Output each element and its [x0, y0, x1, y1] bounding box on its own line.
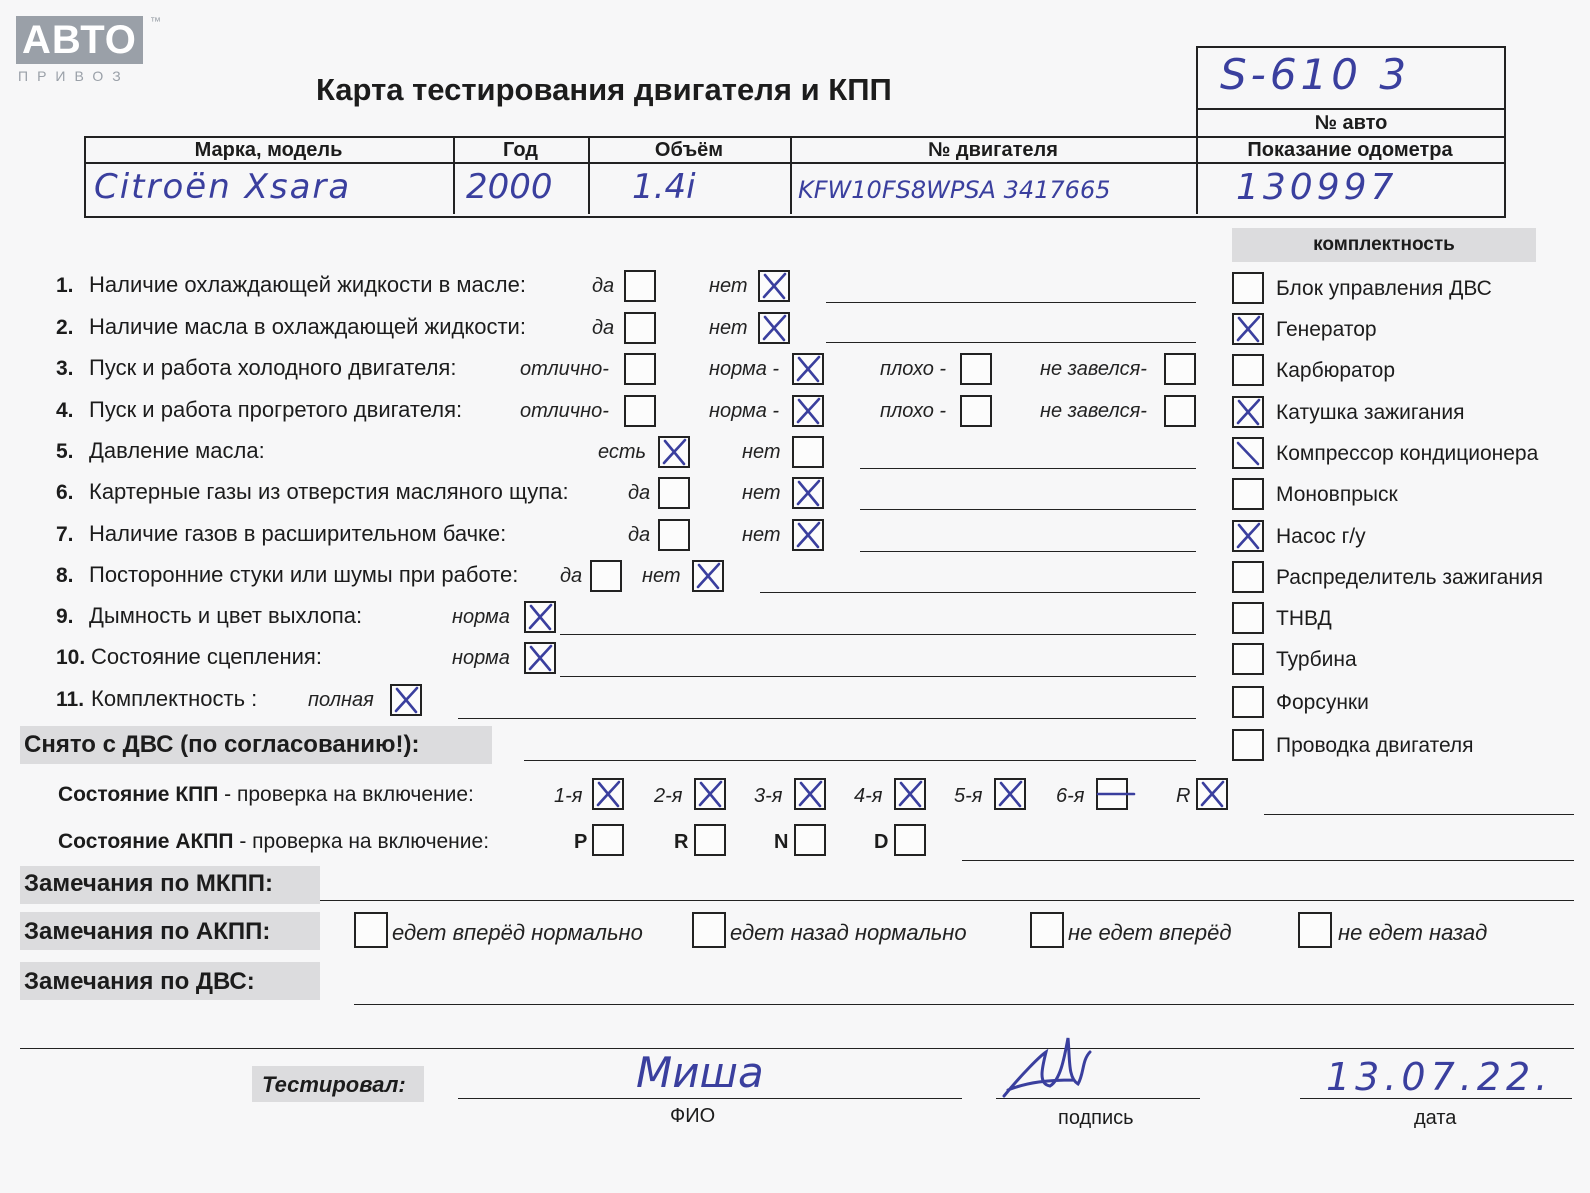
item-3-label: Пуск и работа холодного двигателя: [89, 355, 457, 380]
comp-1-label: Блок управления ДВС [1276, 277, 1492, 300]
removed-label: Снято с ДВС (по согласованию!): [24, 731, 420, 758]
item-5-present-label: есть [598, 441, 647, 463]
make-value: Citroën Xsara [94, 167, 352, 207]
check-mark-icon [1232, 313, 1264, 345]
gear-5-checkbox[interactable] [994, 778, 1026, 810]
item-3-bad-label: плохо - [880, 358, 947, 380]
item-11-full-checkbox[interactable] [390, 684, 422, 716]
logo-top: АВТО [16, 16, 143, 64]
check-mark-icon [758, 312, 790, 344]
comp-9-checkbox[interactable] [1232, 602, 1264, 634]
item-4-normal-label: норма - [709, 400, 780, 422]
name-caption: ФИО [670, 1105, 716, 1127]
comp-8-label: Распределитель зажигания [1276, 566, 1544, 589]
item-5-present-checkbox[interactable] [658, 436, 690, 468]
item-1-yes-checkbox[interactable] [624, 270, 656, 302]
akpp-no-backward-checkbox[interactable] [1298, 912, 1332, 948]
check-mark-icon [1196, 778, 1228, 810]
item-4-not-started-label: не завелся- [1040, 400, 1147, 422]
col-year-header: Год [503, 139, 538, 161]
gear-3-checkbox[interactable] [794, 778, 826, 810]
item-1-no-checkbox[interactable] [758, 270, 790, 302]
year-value: 2000 [466, 167, 553, 207]
gear-r-label: R [1176, 785, 1191, 807]
gear-1-checkbox[interactable] [592, 778, 624, 810]
item-5-no-checkbox[interactable] [792, 436, 824, 468]
item-4-bad-checkbox[interactable] [960, 395, 992, 427]
comp-1-checkbox[interactable] [1232, 272, 1264, 304]
item-2-no-label: нет [709, 317, 748, 339]
check-mark-icon [692, 560, 724, 592]
akpp-d-checkbox[interactable] [894, 824, 926, 856]
item-5-no-label: нет [742, 441, 781, 463]
item-3-not-started-label: не завелся- [1040, 358, 1147, 380]
item-1-no-label: нет [709, 275, 748, 297]
comp-9-label: ТНВД [1276, 607, 1332, 630]
kpp-label-rest: - проверка на включение: [218, 783, 474, 806]
item-10-num: 10. [56, 646, 86, 669]
item-3-normal-label: норма - [709, 358, 780, 380]
gear-r-checkbox[interactable] [1196, 778, 1228, 810]
item-1-num: 1. [56, 274, 74, 297]
akpp-n-label: N [774, 831, 789, 853]
item-6-yes-label: да [628, 482, 651, 504]
item-8-yes-checkbox[interactable] [590, 560, 622, 592]
item-6-label: Картерные газы из отверстия масляного щупа: [89, 479, 569, 504]
comp-3-checkbox[interactable] [1232, 354, 1264, 386]
item-4-bad-label: плохо - [880, 400, 947, 422]
item-4-num: 4. [56, 399, 74, 422]
gear-3-label: 3-я [754, 785, 783, 807]
akpp-n-checkbox[interactable] [794, 824, 826, 856]
tester-name: Миша [636, 1048, 764, 1097]
item-7-yes-label: да [628, 524, 651, 546]
akpp-r-checkbox[interactable] [694, 824, 726, 856]
gear-4-label: 4-я [854, 785, 883, 807]
item-6-no-label: нет [742, 482, 781, 504]
item-4-not-started-checkbox[interactable] [1164, 395, 1196, 427]
comp-7-checkbox[interactable] [1232, 520, 1264, 552]
item-3-normal-checkbox[interactable] [792, 353, 824, 385]
volume-value: 1.4i [632, 167, 696, 207]
gear-5-label: 5-я [954, 785, 983, 807]
car-number-value: S-610 3 [1220, 50, 1411, 99]
comp-3-label: Карбюратор [1276, 359, 1396, 382]
item-6-yes-checkbox[interactable] [658, 477, 690, 509]
item-8-no-checkbox[interactable] [692, 560, 724, 592]
check-mark-icon [390, 684, 422, 716]
item-8-no-label: нет [642, 565, 681, 587]
comp-10-checkbox[interactable] [1232, 643, 1264, 675]
check-mark-icon [994, 778, 1026, 810]
check-mark-icon [592, 778, 624, 810]
page-title: Карта тестирования двигателя и КПП [316, 72, 892, 107]
akpp-label-rest: - проверка на включение: [233, 830, 490, 853]
item-3-excellent-checkbox[interactable] [624, 353, 656, 385]
check-mark-icon [524, 601, 556, 633]
akpp-p-label: P [574, 831, 588, 853]
item-10-normal-checkbox[interactable] [524, 642, 556, 674]
comp-5-label: Компрессор кондиционера [1276, 442, 1539, 465]
item-7-yes-checkbox[interactable] [658, 519, 690, 551]
completeness-title: комплектность [1313, 234, 1455, 255]
akpp-p-checkbox[interactable] [592, 824, 624, 856]
akpp-no-forward-label: не едет вперёд [1068, 920, 1232, 945]
comp-11-checkbox[interactable] [1232, 686, 1264, 718]
item-4-label: Пуск и работа прогретого двигателя: [89, 397, 463, 422]
odometer-value: 130997 [1236, 167, 1398, 208]
comp-12-checkbox[interactable] [1232, 729, 1264, 761]
item-2-yes-label: да [592, 317, 615, 339]
comp-7-label: Насос г/у [1276, 525, 1366, 548]
check-mark-icon [694, 778, 726, 810]
check-mark-icon [792, 519, 824, 551]
comp-8-checkbox[interactable] [1232, 561, 1264, 593]
item-2-num: 2. [56, 316, 74, 339]
gear-6-checkbox[interactable] [1096, 778, 1128, 810]
check-mark-icon [1232, 396, 1264, 428]
comp-6-checkbox[interactable] [1232, 478, 1264, 510]
item-7-no-checkbox[interactable] [792, 519, 824, 551]
check-mark-icon [794, 778, 826, 810]
akpp-no-backward-label: не едет назад [1338, 920, 1488, 945]
tested-by-label: Тестировал: [262, 1072, 406, 1097]
item-3-num: 3. [56, 357, 74, 380]
comp-4-checkbox[interactable] [1232, 396, 1264, 428]
item-6-no-checkbox[interactable] [792, 477, 824, 509]
item-7-no-label: нет [742, 524, 781, 546]
item-4-normal-checkbox[interactable] [792, 395, 824, 427]
check-mark-icon [792, 353, 824, 385]
item-11-num: 11. [56, 688, 85, 711]
comp-11-label: Форсунки [1276, 691, 1369, 714]
check-mark-icon [792, 477, 824, 509]
item-1-yes-label: да [592, 275, 615, 297]
item-7-label: Наличие газов в расширительном бачке: [89, 521, 507, 546]
signature-caption: подпись [1058, 1107, 1134, 1129]
akpp-r-label: R [674, 831, 689, 853]
akpp-forward-ok-label: едет вперёд нормально [392, 920, 643, 945]
comp-4-label: Катушка зажигания [1276, 401, 1465, 424]
check-mark-icon [658, 436, 690, 468]
item-10-normal-label: норма [452, 647, 510, 669]
item-4-excellent-label: отлично- [520, 400, 609, 422]
item-5-num: 5. [56, 440, 74, 463]
gear-6-label: 6-я [1056, 785, 1085, 807]
comp-10-label: Турбина [1276, 648, 1357, 671]
kpp-label [58, 784, 474, 805]
kpp-label-bold: Состояние КПП [58, 783, 219, 806]
check-mark-icon [524, 642, 556, 674]
item-9-normal-checkbox[interactable] [524, 601, 556, 633]
col-odometer-header: Показание одометра [1247, 139, 1453, 161]
check-mark-icon [1232, 437, 1264, 469]
gear-2-checkbox[interactable] [694, 778, 726, 810]
item-3-excellent-label: отлично- [520, 358, 609, 380]
date-caption: дата [1414, 1107, 1457, 1129]
comp-5-checkbox[interactable] [1232, 437, 1264, 469]
item-3-bad-checkbox[interactable] [960, 353, 992, 385]
check-mark-icon [1232, 520, 1264, 552]
akpp-forward-ok-checkbox[interactable] [354, 912, 388, 948]
akpp-backward-ok-label: едет назад нормально [730, 920, 967, 945]
item-11-label: Комплектность : [91, 686, 258, 711]
col-engine-header: № двигателя [928, 139, 1058, 161]
item-6-num: 6. [56, 481, 74, 504]
comp-2-label: Генератор [1276, 318, 1377, 341]
item-11-full-label: полная [308, 689, 374, 711]
check-mark-icon [758, 270, 790, 302]
comp-6-label: Моновпрыск [1276, 483, 1398, 506]
dash-mark-icon [1096, 778, 1128, 810]
item-2-label: Наличие масла в охлаждающей жидкости: [89, 314, 526, 339]
gear-4-checkbox[interactable] [894, 778, 926, 810]
item-10-label: Состояние сцепления: [91, 644, 322, 669]
item-5-label: Давление масла: [89, 438, 265, 463]
comp-12-label: Проводка двигателя [1276, 734, 1474, 757]
check-mark-icon [894, 778, 926, 810]
akpp-label [58, 831, 489, 852]
item-2-yes-checkbox[interactable] [624, 312, 656, 344]
item-9-num: 9. [56, 605, 74, 628]
col-make-header: Марка, модель [194, 139, 343, 161]
logo [14, 16, 161, 88]
akpp-no-forward-checkbox[interactable] [1030, 912, 1064, 948]
remarks-akpp-label: Замечания по АКПП: [24, 918, 271, 945]
check-mark-icon [792, 395, 824, 427]
item-8-num: 8. [56, 564, 74, 587]
item-2-no-checkbox[interactable] [758, 312, 790, 344]
item-8-yes-label: да [560, 565, 583, 587]
item-8-label: Посторонние стуки или шумы при работе: [89, 562, 519, 587]
car-number-label: № авто [1314, 112, 1388, 134]
gear-2-label: 2-я [654, 785, 683, 807]
akpp-label-bold: Состояние АКПП [58, 830, 234, 853]
logo-bottom: ПРИВОЗ [18, 68, 130, 84]
item-4-excellent-checkbox[interactable] [624, 395, 656, 427]
col-volume-header: Объём [654, 139, 724, 161]
engine-value: KFW10FS8WPSA 3417665 [798, 176, 1111, 204]
item-9-label: Дымность и цвет выхлопа: [89, 603, 363, 628]
comp-2-checkbox[interactable] [1232, 313, 1264, 345]
item-7-num: 7. [56, 523, 74, 546]
remarks-dvs-label: Замечания по ДВС: [24, 968, 255, 995]
logo-tm: ™ [150, 16, 161, 28]
gear-1-label: 1-я [554, 785, 583, 807]
test-date: 13.07.22. [1326, 1055, 1553, 1099]
akpp-backward-ok-checkbox[interactable] [692, 912, 726, 948]
item-1-label: Наличие охлаждающей жидкости в масле: [89, 272, 526, 297]
item-3-not-started-checkbox[interactable] [1164, 353, 1196, 385]
item-9-normal-label: норма [452, 606, 510, 628]
akpp-d-label: D [874, 831, 889, 853]
remarks-mkpp-label: Замечания по МКПП: [24, 870, 274, 897]
